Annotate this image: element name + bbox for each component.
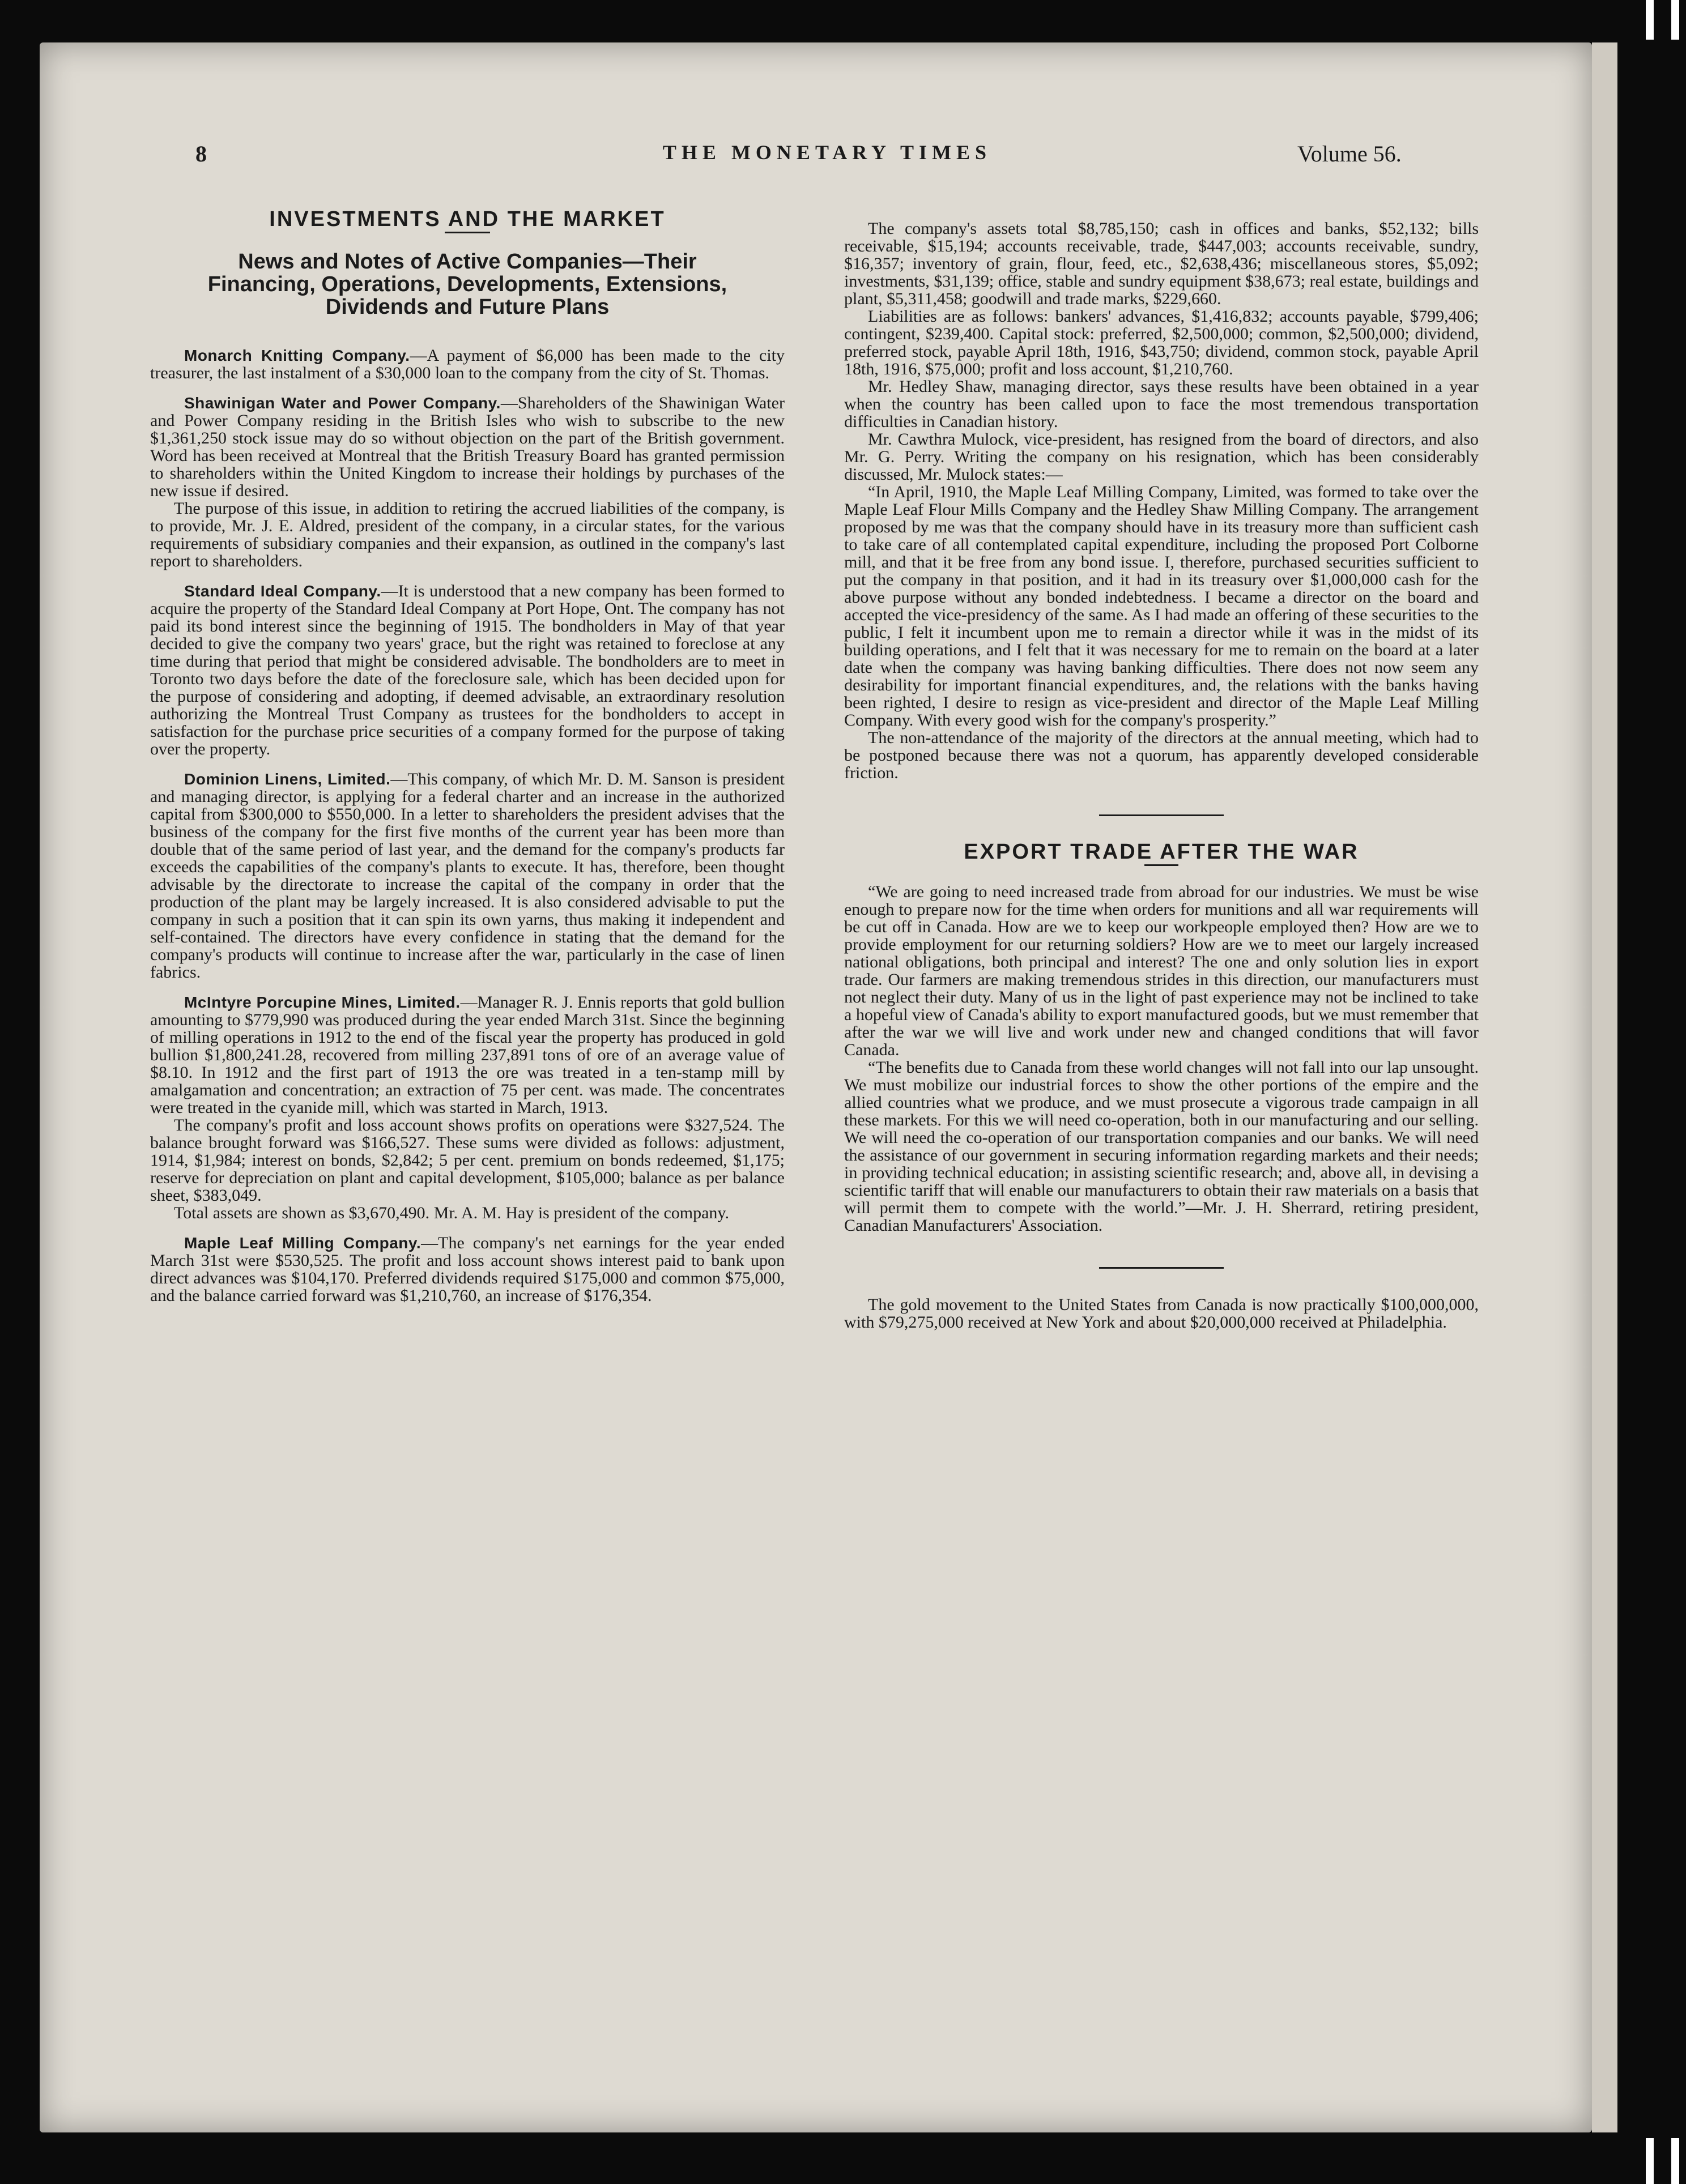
continued-text: “In April, 1910, the Maple Leaf Milling Company, Limited, was formed to take over the Maple Leaf Flour Mills Company and the Hedley Shaw Milling Company. The arrangement proposed by me was that the company should have in its treasury more than sufficient cash to take care of all contemplated capital expenditure, including the proposed Port Colborne mill, and that it be free from any bond issue. I, therefore, purchased securities sufficient to put the company in that position, and it had in its treasury over $1,000,000 cash for the above purpose without any bonded indebtedness. I became a director on the board and accepted the vice-presidency of the same. As I had made an offering of these securities to the public, I felt it incumbent upon me to remain a director while it was in the midst of its building operations, and I felt that it was necessary for me to remain on the board at a later date when the company was having banking difficulties. There does not now seem any desirability for important financial expenditures, and, the relations with the banks having been righted, I desire to resign as vice-president and director of the Maple Leaf Milling Company. With every good wish for the company's prosperity.” (844, 483, 1479, 730)
gold-note (844, 1296, 1479, 1331)
news-item (150, 770, 785, 981)
company-name: Standard Ideal Company. (184, 582, 381, 600)
news-item (150, 394, 785, 570)
company-name: Shawinigan Water and Power Company. (184, 394, 501, 412)
item-text: —It is understood that a new company has been formed to acquire the property of the Standard Ideal Company at Port Hope, Ont. The company has not paid its bond interest since the beginning of 1915. The bondholders in May of that year decided to give the company two years' grace, but the right was retained to foreclose at any time during that period that might be considered advisable. The bondholders are to meet in Toronto two days before the date of the foreclosure sale, which has been decided upon for the purpose of considering and adopting, if deemed advisable, an extraordinary resolution authorizing the Montreal Trust Company as trustees for the bondholders to accept in satisfaction for the purchase price securities of a company formed for the purpose of taking over the property. (150, 582, 785, 758)
section-divider (1099, 1267, 1224, 1269)
export-article (844, 883, 1479, 1234)
volume-label: Volume 56. (1297, 141, 1402, 167)
continued-text: The non-attendance of the majority of the directors at the annual meeting, which had to be postponed because there was not a quorum, has apparently developed considerable friction. (844, 728, 1479, 782)
gold-note-text: The gold movement to the United States from Canada is now practically $100,000,000, with $79,275,000 received at New York and about $20,000,000 received at Philadelphia. (844, 1295, 1479, 1332)
section-divider (1099, 814, 1224, 816)
right-column (844, 220, 1479, 1331)
company-name: McIntyre Porcupine Mines, Limited. (184, 993, 461, 1011)
company-name: Monarch Knitting Company. (184, 347, 410, 364)
facing-page-edge (1592, 42, 1617, 2132)
news-item (150, 582, 785, 758)
continued-text: The company's assets total $8,785,150; cash in offices and banks, $52,132; bills receivable, $15,194; accounts receivable, trade, $447,003; accounts receivable, sundry, $16,357; inventory of grain, flour, feed, etc., $2,638,436; miscellaneous stores, $5,092; investments, $31,139; office, stable and sundry equipment $38,673; real estate, buildings and plant, $5,311,458; goodwill and trade marks, $229,660. (844, 219, 1479, 308)
item-text: —The company's net earnings for the year ended March 31st were $530,525. The profit and loss account shows interest paid to bank upon direct advances was $104,170. Preferred dividends required $175,000 and common $75,000, and the balance carried forward was $1,210,760, an increase of $176,354. (150, 1234, 785, 1305)
continued-text: Mr. Hedley Shaw, managing director, says these results have been obtained in a year when the country has been called upon to face the most tremendous transportation difficulties in Canadian history. (844, 377, 1479, 431)
continued-text: Liabilities are as follows: bankers' advances, $1,416,832; accounts payable, $799,406; contingent, $239,400. Capital stock: preferred, $2,500,000; common, $2,500,000; dividend, preferred stock, payable April 18th, 1916, $43,750; dividend, common stock, payable April 18th, 1916, $75,000; profit and loss account, $1,210,760. (844, 307, 1479, 378)
page-number: 8 (195, 141, 207, 167)
item-text: The purpose of this issue, in addition to retiring the accrued liabilities of the company, is to provide, Mr. J. E. Aldred, president of the company, in a circular states, for the various requirements of subsidiary companies and their expansion, as outlined in the company's last report to shareholders. (150, 499, 785, 570)
film-strip-mark (1671, 0, 1679, 40)
company-name: Dominion Linens, Limited. (184, 770, 391, 788)
film-strip-mark (1646, 0, 1654, 40)
news-item (150, 1234, 785, 1304)
news-item (150, 993, 785, 1222)
export-text: “The benefits due to Canada from these world changes will not fall into our lap unsought. We must mobilize our industrial forces to show the other portions of the empire and the allied countries what we produce, and we must prosecute a vigorous trade campaign in all these markets. For this we will need co-operation, both in our manufacturing and our selling. We will need the co-operation of our transportation companies and our banks. We will need the assistance of our government in securing information regarding markets and their needs; in providing technical education; in assisting scientific research; and, above all, in devising a scientific tariff that will enable our manufacturers to obtain their raw materials on a basis that will permit them to compete with the world.”—Mr. J. H. Sherrard, retiring president, Canadian Manufacturers' Association. (844, 1058, 1479, 1235)
film-strip-mark (1671, 2138, 1679, 2184)
item-text: Total assets are shown as $3,670,490. Mr. A. M. Hay is president of the company. (174, 1204, 729, 1222)
section-title: INVESTMENTS AND THE MARKET (269, 207, 666, 231)
item-text: —Shareholders of the Shawinigan Water and Power Company residing in the British Isles who wish to subscribe to the new $1,361,250 stock issue may do so without objection on the part of the British government. Word has been received at Montreal that the British Treasury Board has granted permission to shareholders within the United Kingdom to increase their holdings by purchases of the new issue if desired. (150, 394, 785, 500)
company-name: Maple Leaf Milling Company. (184, 1234, 422, 1252)
item-text: The company's profit and loss account shows profits on operations were $327,524. The balance brought forward was $166,527. These sums were divided as follows: adjustment, 1914, $1,984; interest on bonds, $2,842; 5 per cent. premium on bonds redeemed, $1,175; reserve for depreciation on plant and capital development, $105,000; balance as per balance sheet, $383,049. (150, 1116, 785, 1205)
export-text: “We are going to need increased trade from abroad for our industries. We must be wise enough to prepare now for the time when orders for munitions and all war requirements will be cut off in Canada. How are we to keep our workpeople employed then? How are we to provide employment for our returning soldiers? How are we to meet our largely increased national obligations, both principal and interest? The one and only solution lies in export trade. Our farmers are making tremendous strides in this direction, our manufacturers must not neglect their duty. Many of us in the light of past experience may not be inclined to take a hopeful view of Canada's ability to export manufactured goods, but we must remember that after the war we will live and work under new and changed conditions that will favor Canada. (844, 882, 1479, 1059)
item-text: —Manager R. J. Ennis reports that gold bullion amounting to $779,990 was produced during the year ended March 31st. Since the beginning of milling operations in 1912 to the end of the fiscal year the property has produced in gold bullion $1,800,241.28, recovered from milling 237,891 tons of ore of an average value of $8.10. In 1912 and the first part of 1913 the ore was treated in a ten-stamp mill by amalgamation and concentration; an extraction of 75 per cent. was made. The concentrates were treated in the cyanide mill, which was started in March, 1913. (150, 993, 785, 1117)
item-text: —A payment of $6,000 has been made to the city treasurer, the last instalment of a $30,000 loan to the company from the city of St. Thomas. (150, 346, 785, 382)
continued-text: Mr. Cawthra Mulock, vice-president, has resigned from the board of directors, and also Mr. G. Perry. Writing the company on his resignation, which has been considerably discussed, Mr. Mulock states:— (844, 430, 1479, 484)
film-strip-mark (1646, 2138, 1654, 2184)
left-column (150, 207, 785, 1317)
title-rule (445, 232, 490, 233)
section-subtitle: News and Notes of Active Companies—Their Financing, Operations, Developments, Extensions, Dividends and Future Plans (207, 250, 727, 319)
journal-title: THE MONETARY TIMES (662, 141, 992, 164)
title-rule (1144, 864, 1178, 866)
news-item (150, 347, 785, 382)
item-text: —This company, of which Mr. D. M. Sanson is president and managing director, is applying for a federal charter and an increase in the authorized capital from $300,000 to $550,000. In a letter to shareholders the president advises that the business of the company for the first five months of the current year has been more than double that of the same period of last year, and the demand for the company's products far exceeds the capabilities of the company's plants to execute. It has, therefore, been thought advisable by the directorate to increase the capital of the company in order that the production of the plant may be largely increased. It is also considered advisable to put the company in such a position that it can spin its own yarns, thus making it independent and self-contained. The directors have every confidence in stating that the demand for the company's products will continue to increase after the war, particularly in the case of linen fabrics. (150, 770, 785, 982)
continued-article (844, 220, 1479, 782)
export-title: EXPORT TRADE AFTER THE WAR (964, 840, 1359, 864)
